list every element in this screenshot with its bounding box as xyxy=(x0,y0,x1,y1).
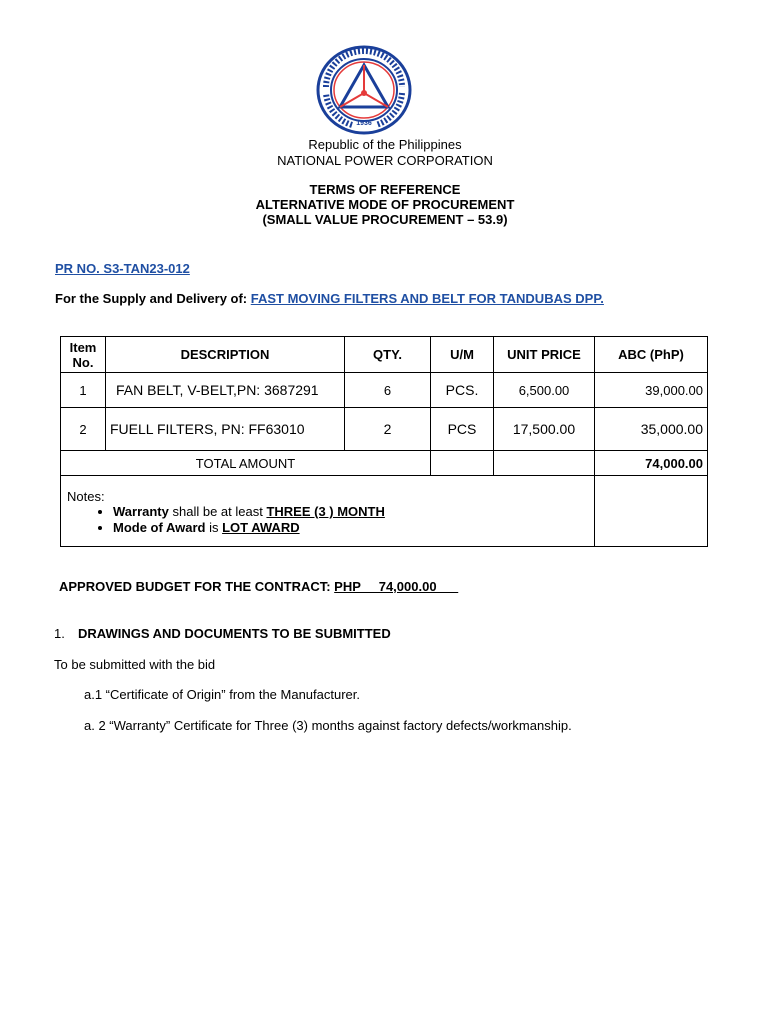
cell-item: 2 xyxy=(61,408,106,451)
table-row xyxy=(61,373,708,408)
cell-description: FAN BELT, V-BELT,PN: 3687291 xyxy=(106,373,345,408)
cell-qty: 2 xyxy=(345,408,431,451)
header-abc: ABC (PhP) xyxy=(595,337,708,373)
republic-line: Republic of the Philippines xyxy=(308,137,462,152)
list-item: a. 2 “Warranty” Certificate for Three (3) months against factory defects/workmanship. xyxy=(84,718,572,733)
supply-line xyxy=(55,291,604,306)
section-intro: To be submitted with the bid xyxy=(54,657,216,672)
abc-value: PHP 74,000.00 xyxy=(334,579,459,594)
npc-logo xyxy=(316,45,412,135)
pr-label: PR xyxy=(55,261,74,276)
approved-budget-line xyxy=(59,579,458,594)
title-small-value: (SMALL VALUE PROCUREMENT – 53.9) xyxy=(262,212,508,227)
header-unit-price: UNIT PRICE xyxy=(494,337,595,373)
section-title: DRAWINGS AND DOCUMENTS TO BE SUBMITTED xyxy=(78,626,391,641)
total-row xyxy=(61,451,708,476)
cell-description: FUELL FILTERS, PN: FF63010 xyxy=(106,408,345,451)
total-empty-unit-price xyxy=(494,451,595,476)
table-header-row xyxy=(61,337,708,373)
notes-label: Notes: xyxy=(67,489,105,504)
cell-um: PCS. xyxy=(431,373,494,408)
header-item-no: Item No. xyxy=(61,337,106,373)
items-table xyxy=(60,336,708,547)
abc-label: APPROVED BUDGET FOR THE CONTRACT: xyxy=(59,579,335,594)
total-label: TOTAL AMOUNT xyxy=(61,451,431,476)
cell-abc: 39,000.00 xyxy=(595,373,708,408)
note-warranty xyxy=(113,504,590,520)
agency-line: NATIONAL POWER CORPORATION xyxy=(277,153,493,168)
header-um: U/M xyxy=(431,337,494,373)
notes-row xyxy=(61,476,708,547)
logo-year: 1936 xyxy=(356,120,372,127)
cell-unit-price: 17,500.00 xyxy=(494,408,595,451)
total-empty-um xyxy=(431,451,494,476)
title-alternative-mode: ALTERNATIVE MODE OF PROCUREMENT xyxy=(255,197,515,212)
cell-qty: 6 xyxy=(345,373,431,408)
cell-abc: 35,000.00 xyxy=(595,408,708,451)
note-warranty-term: THREE (3 ) MONTH xyxy=(266,504,385,519)
npc-seal-icon xyxy=(316,45,412,135)
note-award-bold: Mode of Award xyxy=(113,520,206,535)
note-warranty-text: shall be at least xyxy=(168,504,267,519)
notes-empty-cell xyxy=(595,476,708,547)
note-warranty-bold: Warranty xyxy=(113,504,169,519)
cell-unit-price: 6,500.00 xyxy=(494,373,595,408)
supply-label: For the Supply and Delivery of: xyxy=(55,291,251,306)
supply-value: FAST MOVING FILTERS AND BELT FOR TANDUBAS DPP. xyxy=(250,291,604,306)
title-terms-of-reference: TERMS OF REFERENCE xyxy=(309,182,461,197)
notes-cell xyxy=(61,476,595,547)
notes-list xyxy=(67,504,590,536)
pr-number xyxy=(55,261,190,276)
note-award xyxy=(113,520,590,536)
note-award-term: LOT AWARD xyxy=(222,520,300,535)
list-item: a.1 “Certificate of Origin” from the Manufacturer. xyxy=(84,687,360,702)
section-number: 1. xyxy=(54,626,65,641)
header-description: DESCRIPTION xyxy=(106,337,345,373)
total-value: 74,000.00 xyxy=(595,451,708,476)
cell-item: 1 xyxy=(61,373,106,408)
section-1-heading xyxy=(54,626,391,641)
pr-value: NO. S3-TAN23-012 xyxy=(73,261,190,276)
cell-um: PCS xyxy=(431,408,494,451)
note-award-text: is xyxy=(205,520,223,535)
header-qty: QTY. xyxy=(345,337,431,373)
table-row xyxy=(61,408,708,451)
